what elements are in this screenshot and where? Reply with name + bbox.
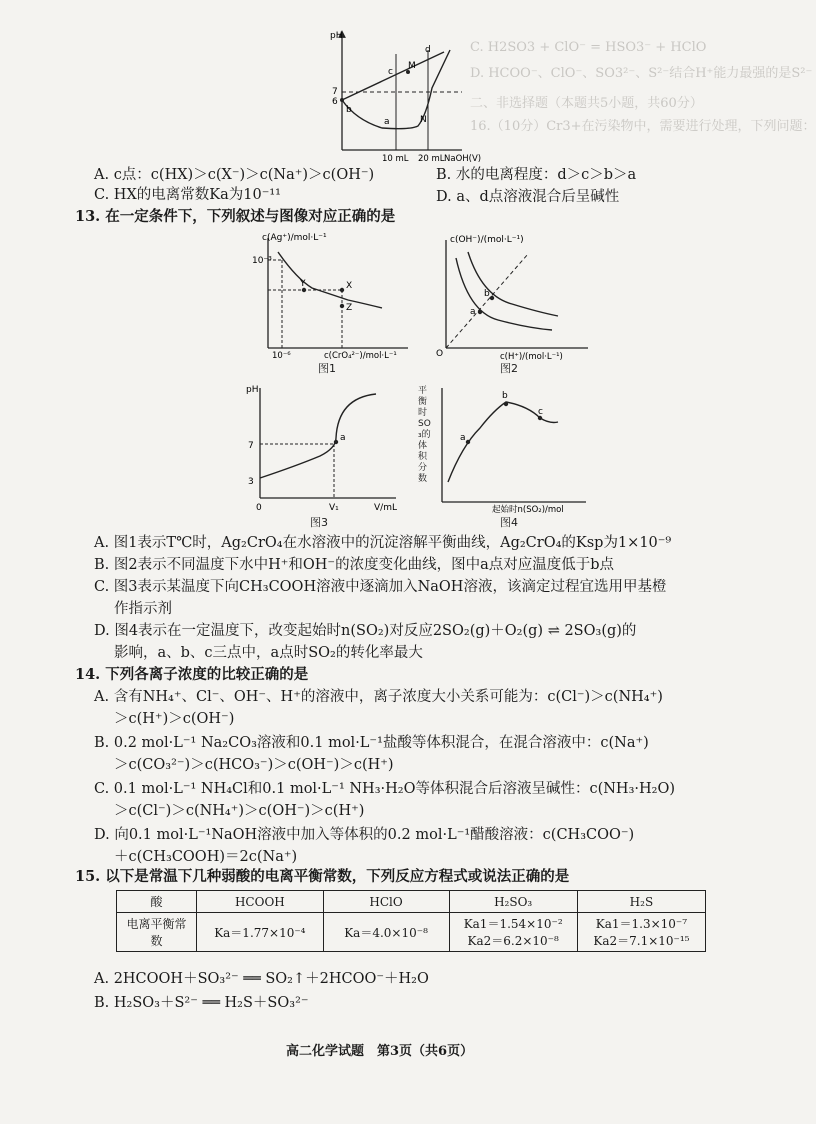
q12-option-a: A. c点：c(HX)＞c(X⁻)＞c(Na⁺)＞c(OH⁻) [94,167,375,183]
fig3-tick-0: 0 [256,503,262,513]
q12-point-N: N [420,115,427,125]
q15-stem-text: 15. 以下是常温下几种弱酸的电离平衡常数，下列反应方程式或说法正确的是 [75,868,570,885]
q14-stem [75,666,308,684]
fig2-water-ion-curve [428,232,598,360]
ka-table [116,890,706,952]
q12-option-d: D. a、d点溶液混合后呈碱性 [436,189,620,205]
ka-h2s-1: Ka1＝1.3×10⁻⁷ [595,917,688,931]
fig4-x-label: 起始时n(SO₂)/mol [492,505,564,515]
fig1-caption: 图1 [318,362,336,375]
q12-point-b: b [346,105,352,115]
q14-option-d-line1: D. 向0.1 mol·L⁻¹NaOH溶液中加入等体积的0.2 mol·L⁻¹醋酸溶液：c(CH₃COO⁻) [94,827,635,843]
q14-option-c-line2: ＞c(Cl⁻)＞c(NH₄⁺)＞c(OH⁻)＞c(H⁺) [114,803,365,819]
q14-option-a-line1: A. 含有NH₄⁺、Cl⁻、OH⁻、H⁺的溶液中，离子浓度大小关系可能为：c(Cl⁻)＞c(NH₄⁺) [94,689,663,705]
fig3-curve [260,394,376,478]
q14-option-d-line2: ＋c(CH₃COOH)＝2c(Na⁺) [114,849,298,865]
ghost-line-4: 16.（10分）Cr3+在污染物中，需要进行处理，下列问题： [470,119,816,134]
page-footer: 高二化学试题 第3页（共6页） [286,1044,474,1059]
ka-h2so3 [449,913,577,952]
fig1-point-z: Z [346,303,353,313]
fig1-x-tick: 10⁻⁶ [272,351,291,361]
ka-h2s [577,913,705,952]
fig1-point-x: X [346,281,353,291]
q12-point-M: M [408,61,416,71]
fig2-caption: 图2 [500,362,518,375]
fig3-tick-7: 7 [248,441,254,451]
q12-point-c: c [388,67,393,77]
q12-option-c: C. HX的电离常数Ka为10⁻¹¹ [94,187,281,203]
ghost-line-1: C. H2SO3 + ClO⁻ = HSO3⁻ + HClO [470,40,707,55]
ka-table-value-row [117,913,706,952]
q12-point-a: a [384,117,390,127]
q13-option-d-line1: D. 图4表示在一定温度下，改变起始时n(SO₂)对反应2SO₂(g)＋O₂(g) ⇌ 2SO₃(g)的 [94,623,637,639]
fig2-curve-high [468,252,558,316]
fig1-y-label: c(Ag⁺)/mol·L⁻¹ [262,233,327,243]
fig1-curve [278,252,382,308]
q15-stem [75,868,569,886]
fig3-caption: 图3 [310,516,328,529]
fig1-dissolution-curve [238,230,418,360]
fig4-point-c: c [538,407,543,417]
ka-h2so3-1: Ka1＝1.54×10⁻² [463,917,563,931]
ka-hclo: Ka＝4.0×10⁻⁸ [323,913,449,952]
ka-table-header-row [117,891,706,913]
ka-header-h2s: H₂S [577,891,705,913]
q14-option-c-line1: C. 0.1 mol·L⁻¹ NH₄Cl和0.1 mol·L⁻¹ NH₃·H₂O等体积混合后溶液呈碱性：c(NH₃·H₂O) [94,781,676,797]
q15-option-b: B. H₂SO₃＋S²⁻ ══ H₂S＋SO₃²⁻ [94,995,309,1011]
fig3-tick-v1: V₁ [329,503,339,513]
fig4-y-label: 平衡时SO₃的体积分数 [418,386,431,484]
ghost-line-2: D. HCOO⁻、ClO⁻、SO3²⁻、S²⁻结合H⁺能力最强的是S²⁻ [470,66,813,81]
q12-option-b: B. 水的电离程度：d＞c＞b＞a [436,167,637,183]
fig4-point-b: b [502,391,508,401]
q13-stem-text: 13. 在一定条件下，下列叙述与图像对应正确的是 [75,208,396,225]
q13-option-d-line2: 影响，a、b、c三点中，a点时SO₂的转化率最大 [114,645,423,661]
q14-option-b-line2: ＞c(CO₃²⁻)＞c(HCO₃⁻)＞c(OH⁻)＞c(H⁺) [114,757,394,773]
q13-stem [75,208,395,226]
q12-point-d: d [425,45,431,55]
q12-tick-6: 6 [332,97,338,107]
fig4-caption: 图4 [500,516,518,529]
fig3-y-label: pH [246,385,259,395]
ka-row-label: 电离平衡常数 [117,913,197,952]
q12-x-label: NaOH(V) [444,154,482,164]
ka-h2s-2: Ka2＝7.1×10⁻¹⁵ [593,934,690,948]
q13-option-b: B. 图2表示不同温度下水中H⁺和OH⁻的浓度变化曲线，图中a点对应温度低于b点 [94,557,615,573]
q12-tick-10ml: 10 mL [382,154,409,164]
q15-option-a: A. 2HCOOH＋SO₃²⁻ ══ SO₂↑＋2HCOO⁻＋H₂O [94,971,429,987]
fig3-tick-3: 3 [248,477,254,487]
fig1-x-label: c(CrO₄²⁻)/mol·L⁻¹ [324,351,397,361]
q14-stem-text: 14. 下列各离子浓度的比较正确的是 [75,666,309,683]
fig2-point-a: a [470,307,476,317]
ka-header-acid: 酸 [117,891,197,913]
fig1-y-tick: 10⁻³ [252,256,272,266]
fig4-point-a: a [460,433,466,443]
ka-header-h2so3: H₂SO₃ [449,891,577,913]
fig2-y-label: c(OH⁻)/(mol·L⁻¹) [450,235,524,245]
ka-header-hcooh: HCOOH [197,891,324,913]
q13-option-c-line2: 作指示剂 [114,601,172,617]
q12-tick-7: 7 [332,87,338,97]
q12-y-label: pH [330,31,343,41]
fig3-x-label: V/mL [374,503,397,513]
fig1-point-y: Y [300,279,306,289]
fig3-point-a: a [340,433,346,443]
ka-hcooh: Ka＝1.77×10⁻⁴ [197,913,324,952]
q13-option-a: A. 图1表示T℃时，Ag₂CrO₄在水溶液中的沉淀溶解平衡曲线，Ag₂CrO₄的Ksp为1×10⁻⁹ [94,535,672,551]
q12-tick-20ml: 20 mL [418,154,445,164]
q14-option-a-line2: ＞c(H⁺)＞c(OH⁻) [114,711,235,727]
fig2-x-label: c(H⁺)/(mol·L⁻¹) [500,352,563,362]
q12-titration-figure [322,28,482,168]
q12-upper-curve [342,52,444,100]
ka-h2so3-2: Ka2＝6.2×10⁻⁸ [467,934,559,948]
q14-option-b-line1: B. 0.2 mol·L⁻¹ Na₂CO₃溶液和0.1 mol·L⁻¹盐酸等体积混合，在混合溶液中：c(Na⁺) [94,735,649,751]
q13-option-c-line1: C. 图3表示某温度下向CH₃COOH溶液中逐滴加入NaOH溶液，该滴定过程宜选用甲基橙 [94,579,667,595]
fig2-curve-low [456,258,552,330]
fig2-origin: O [436,349,444,359]
fig3-titration-curve [236,380,406,514]
ghost-line-3: 二、非选择题（本题共5小题，共60分） [470,96,703,111]
ka-header-hclo: HClO [323,891,449,913]
fig2-point-b: b [484,289,490,299]
fig4-so3-curve [418,382,598,514]
